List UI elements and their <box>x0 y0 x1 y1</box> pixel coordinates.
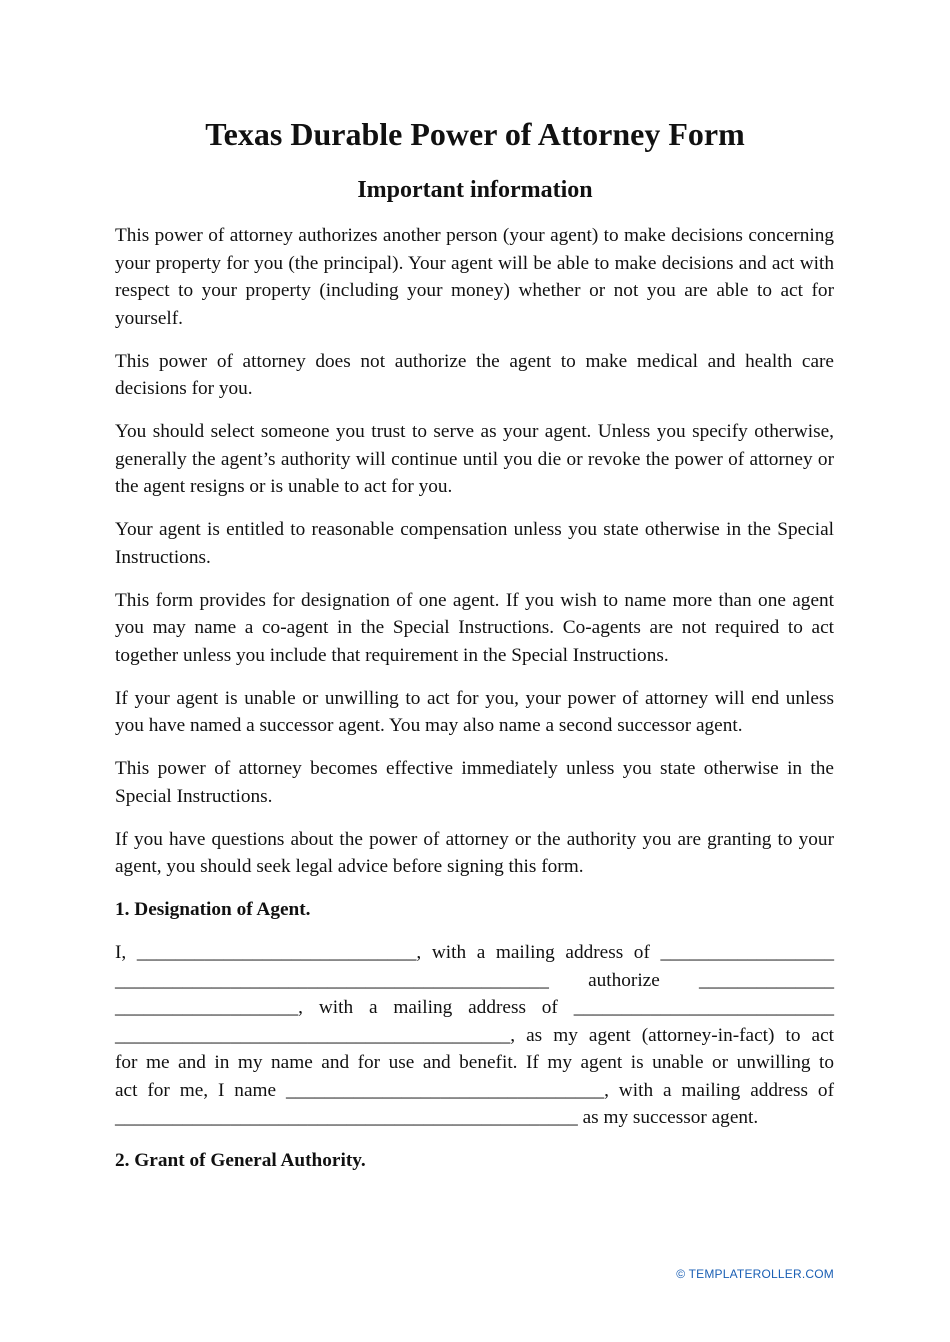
fill-in-line: _________________________________________, as my agent (attorney-in-fact) to act <box>115 1024 834 1046</box>
footer-copyright-link[interactable]: © TEMPLATEROLLER.COM <box>676 1267 834 1281</box>
fill-in-line: for me and in my name and for use and benefit. If my agent is unable or unwilling to <box>115 1052 834 1073</box>
paragraph: This power of attorney becomes effective immediately unless you state otherwise in the Special Instructions. <box>115 758 834 807</box>
section-heading-designation-of-agent: 1. Designation of Agent. <box>115 899 311 920</box>
paragraph: You should select someone you trust to serve as your agent. Unless you specify otherwise, generally the agent’s authority will continue until you die or revoke the power of attorney or the agent resigns or is unable to act for you. <box>115 421 834 497</box>
paragraph: If you have questions about the power of attorney or the authority you are granting to your agent, you should seek legal advice before signing this form. <box>115 828 834 877</box>
paragraph: This power of attorney does not authorize the agent to make medical and health care decisions for you. <box>115 350 834 399</box>
section-subtitle: Important information <box>357 177 593 203</box>
fill-in-line: act for me, I name _________________________________, with a mailing address of <box>115 1079 834 1101</box>
fill-in-line: ________________________________________________ as my successor agent. <box>115 1107 759 1128</box>
fill-in-line: I, _____________________________, with a mailing address of __________________ <box>115 942 834 963</box>
designation-fill-block <box>115 939 834 1132</box>
fill-in-line: ___________________, with a mailing address of ___________________________ <box>115 997 834 1018</box>
document-body <box>115 222 834 1190</box>
fill-in-line: _____________________________________________ authorize ______________ <box>115 969 834 991</box>
paragraph: Your agent is entitled to reasonable compensation unless you state otherwise in the Special Instructions. <box>115 519 834 568</box>
paragraph: If your agent is unable or unwilling to act for you, your power of attorney will end unless you have named a successor agent. You may also name a second successor agent. <box>115 687 834 736</box>
document-title: Texas Durable Power of Attorney Form <box>205 116 745 152</box>
paragraph: This power of attorney authorizes another person (your agent) to make decisions concerning your property for you (the principal). Your agent will be able to make decisions and act with respect to your property (including your money) whether or not you are able to act for yourself. <box>115 225 834 329</box>
section-heading-grant-of-general-authority: 2. Grant of General Authority. <box>115 1150 366 1171</box>
paragraph: This form provides for designation of one agent. If you wish to name more than one agent you may name a co-agent in the Special Instructions. Co-agents are not required to act together unless you include that requirement in the Special Instructions. <box>115 589 834 666</box>
